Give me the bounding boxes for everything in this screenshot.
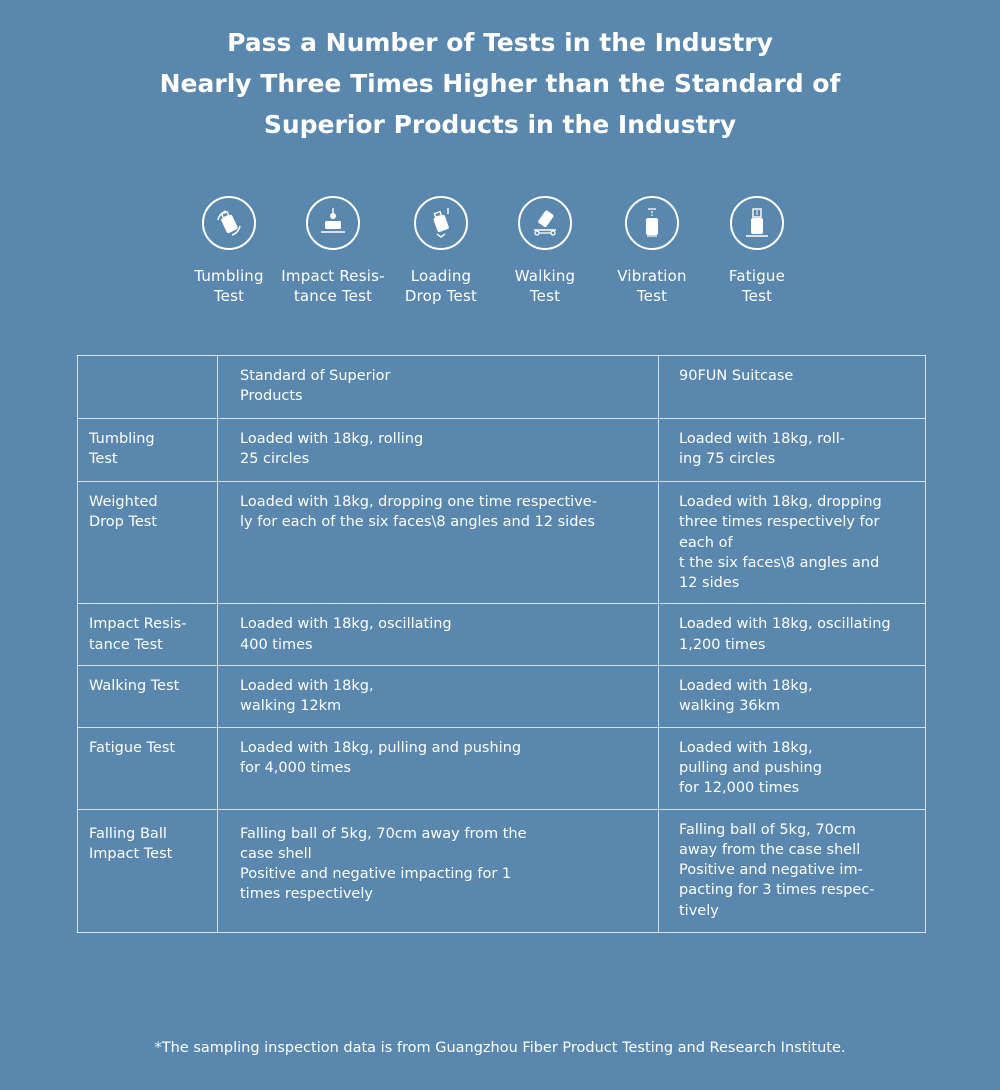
row-test-name: Fatigue Test — [78, 727, 218, 809]
loading-drop-icon — [414, 196, 468, 250]
icon-label-loading-drop: Loading Drop Test — [404, 267, 478, 305]
table-row — [78, 727, 926, 809]
impact-resistance-icon — [306, 196, 360, 250]
icon-label-walking: Walking Test — [514, 267, 576, 305]
icon-item-loading-drop — [386, 196, 496, 306]
row-standard-value: Loaded with 18kg, rolling 25 circles — [218, 419, 659, 482]
table-row — [78, 419, 926, 482]
row-test-name: Falling Ball Impact Test — [78, 809, 218, 932]
row-product-value: Falling ball of 5kg, 70cm away from the case shell Positive and negative im- pacting for 3 times respec- tively — [659, 809, 926, 932]
icon-item-fatigue — [702, 196, 812, 306]
row-test-name: Weighted Drop Test — [78, 482, 218, 604]
table-header-row — [78, 356, 926, 419]
footnote: *The sampling inspection data is from Guangzhou Fiber Product Testing and Research Institute. — [154, 1040, 846, 1056]
icon-item-tumbling — [174, 196, 284, 306]
row-standard-value: Loaded with 18kg, walking 12km — [218, 666, 659, 728]
table-row — [78, 666, 926, 728]
fatigue-icon — [730, 196, 784, 250]
row-test-name: Walking Test — [78, 666, 218, 728]
title-line-3: Superior Products in the Industry — [263, 110, 737, 139]
table-row — [78, 604, 926, 666]
row-product-value: Loaded with 18kg, oscillating 1,200 times — [659, 604, 926, 666]
vibration-icon — [625, 196, 679, 250]
icon-label-fatigue: Fatigue Test — [728, 267, 786, 305]
row-product-value: Loaded with 18kg, roll- ing 75 circles — [659, 419, 926, 482]
row-standard-value: Loaded with 18kg, oscillating 400 times — [218, 604, 659, 666]
icon-label-impact-resistance: Impact Resis- tance Test — [281, 267, 385, 305]
comparison-table — [77, 355, 926, 933]
row-product-value: Loaded with 18kg, dropping three times respectively for each of t the six faces\8 angles and 12 sides — [659, 482, 926, 604]
table-row — [78, 809, 926, 932]
title-line-1: Pass a Number of Tests in the Industry — [227, 28, 773, 57]
row-standard-value: Falling ball of 5kg, 70cm away from the case shell Positive and negative impacting for 1 times respectively — [218, 809, 659, 932]
icon-item-walking — [490, 196, 600, 306]
row-standard-value: Loaded with 18kg, pulling and pushing for 4,000 times — [218, 727, 659, 809]
title-line-2: Nearly Three Times Higher than the Standard of — [159, 69, 841, 98]
icon-item-impact-resistance — [278, 196, 388, 306]
icon-label-tumbling: Tumbling Test — [194, 267, 264, 305]
row-test-name: Tumbling Test — [78, 419, 218, 482]
row-product-value: Loaded with 18kg, walking 36km — [659, 666, 926, 728]
walking-icon — [518, 196, 572, 250]
tumbling-icon — [202, 196, 256, 250]
row-standard-value: Loaded with 18kg, dropping one time respective- ly for each of the six faces\8 angles and 12 sides — [218, 482, 659, 604]
row-test-name: Impact Resis- tance Test — [78, 604, 218, 666]
header-cell-product: 90FUN Suitcase — [659, 356, 926, 419]
header-cell-empty — [78, 356, 218, 419]
header-cell-standard: Standard of Superior Products — [218, 356, 659, 419]
row-product-value: Loaded with 18kg, pulling and pushing for 12,000 times — [659, 727, 926, 809]
page-title — [0, 22, 1000, 145]
icon-label-vibration: Vibration Test — [617, 267, 687, 305]
table-row — [78, 482, 926, 604]
icon-item-vibration — [597, 196, 707, 306]
